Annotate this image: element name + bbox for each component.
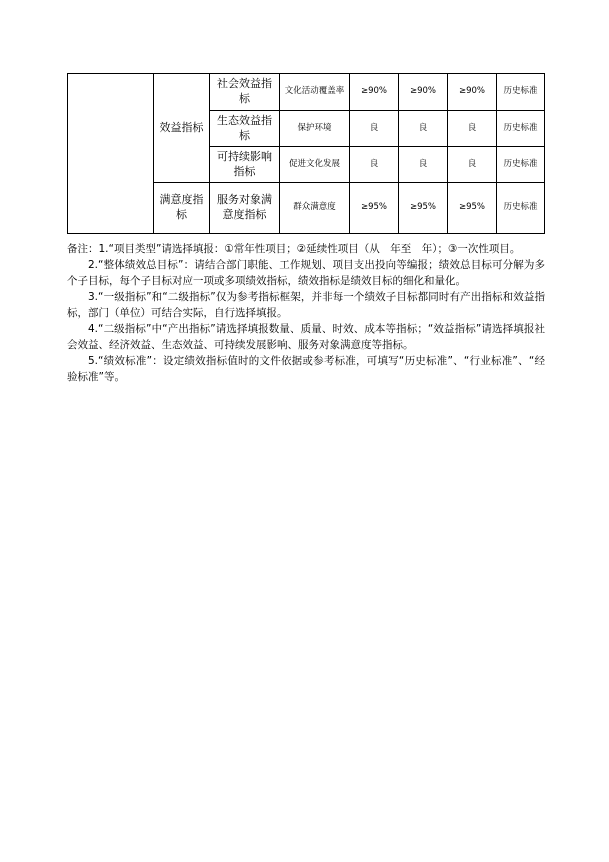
indicator-value-cell: 良 [350,111,399,147]
note-paragraph: 3.“一级指标”和“二级指标”仅为参考指标框架，并非每一个绩效子目标都同时有产出指标和效益指标，部门（单位）可结合实际，自行选择填报。 [67,291,545,319]
indicator-value-cell: 良 [399,147,448,183]
standard-cell: 历史标准 [497,183,545,234]
note-paragraph: 5.“绩效标准”：设定绩效指标值时的文件依据或参考标准，可填写“历史标准”、“行业标准”、“经验标准”等。 [67,355,545,383]
standard-cell: 历史标准 [497,74,545,111]
level3-indicator-cell: 服务对象满意度指标 [210,183,280,234]
indicator-value-cell: ≥95% [399,183,448,234]
indicator-name-cell: 保护环境 [280,111,350,147]
level3-indicator-cell: 可持续影响指标 [210,147,280,183]
performance-indicator-table [67,73,545,234]
indicator-name-cell: 群众满意度 [280,183,350,234]
indicator-value-cell: ≥90% [448,74,497,111]
indicator-name-cell: 文化活动覆盖率 [280,74,350,111]
indicator-value-cell: 良 [448,111,497,147]
standard-cell: 历史标准 [497,147,545,183]
indicator-value-cell: 良 [399,111,448,147]
note-paragraph: 2.“整体绩效总目标”：请结合部门职能、工作规划、项目支出投向等编报；绩效总目标可分解为多个子目标，每个子目标对应一项或多项绩效指标，绩效指标是绩效目标的细化和量化。 [67,259,545,287]
level2-indicator-cell: 满意度指标 [154,183,210,234]
note-paragraph: 备注：1.“项目类型”请选择填报：①常年性项目；②延续性项目（从 年至 年）；③一次性项目。 [67,243,521,255]
level2-indicator-cell: 效益指标 [154,74,210,183]
table-row [68,74,545,111]
indicator-value-cell: ≥95% [448,183,497,234]
note-paragraph: 4.“二级指标”中“产出指标”请选择填报数量、质量、时效、成本等指标；“效益指标”请选择填报社会效益、经济效益、生态效益、可持续发展影响、服务对象满意度等指标。 [67,323,545,351]
notes-section [67,241,545,385]
level3-indicator-cell: 生态效益指标 [210,111,280,147]
indicator-value-cell: 良 [350,147,399,183]
standard-cell: 历史标准 [497,111,545,147]
indicator-name-cell: 促进文化发展 [280,147,350,183]
indicator-value-cell: ≥90% [350,74,399,111]
level3-indicator-cell: 社会效益指标 [210,74,280,111]
indicator-value-cell: ≥95% [350,183,399,234]
level1-indicator-cell [68,74,154,234]
indicator-value-cell: ≥90% [399,74,448,111]
indicator-value-cell: 良 [448,147,497,183]
